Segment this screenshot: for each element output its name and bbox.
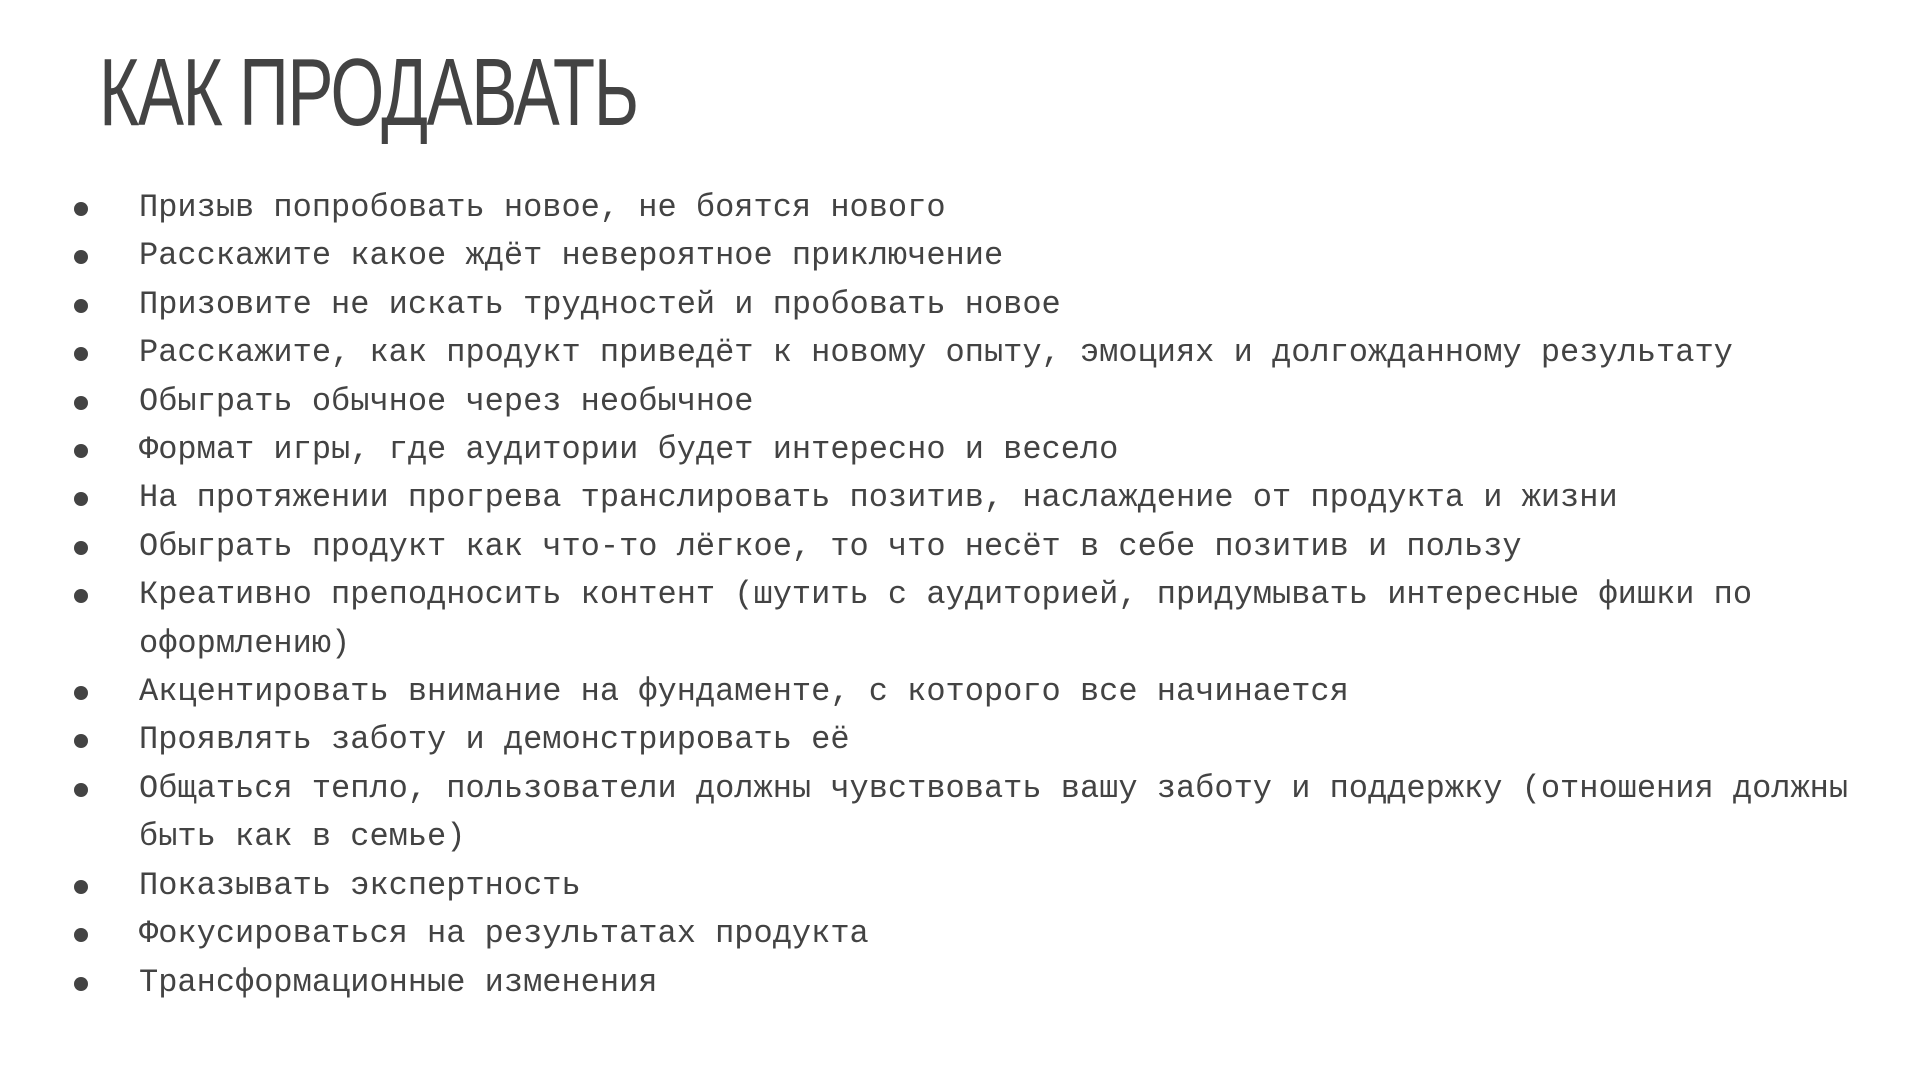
- bullet-dot-icon: [74, 977, 88, 991]
- list-item: [70, 329, 1880, 377]
- list-item: [70, 474, 1880, 522]
- bullet-dot-icon: [74, 492, 88, 506]
- bullet-dot-icon: [74, 299, 88, 313]
- bullet-dot-icon: [74, 347, 88, 361]
- slide-title: КАК ПРОДАВАТЬ: [99, 39, 638, 146]
- list-item-text: Призыв попробовать новое, не боятся нового: [139, 189, 946, 226]
- list-item-text: Расскажите какое ждёт невероятное приключение: [139, 237, 1004, 275]
- bullet-dot-icon: [74, 444, 88, 458]
- bullet-dot-icon: [74, 928, 88, 942]
- bullet-dot-icon: [74, 734, 88, 748]
- list-item: [70, 378, 1880, 426]
- bullet-dot-icon: [74, 880, 88, 894]
- bullet-dot-icon: [74, 686, 88, 700]
- list-item-text: Трансформационные изменения: [139, 963, 658, 1001]
- list-item: [70, 959, 1880, 1007]
- list-item-text: Призовите не искать трудностей и пробовать новое: [139, 285, 1061, 323]
- list-item-text: Креативно преподносить контент (шутить с аудиторией, придумывать интересные фишки по оформлению): [139, 576, 1753, 662]
- list-item-text: Показывать экспертность: [139, 866, 581, 904]
- bullet-dot-icon: [74, 250, 88, 264]
- bullet-list: [70, 184, 1880, 1007]
- bullet-dot-icon: [74, 589, 88, 603]
- list-item-text: Обыграть обычное через необычное: [139, 382, 754, 420]
- list-item-text: Акцентировать внимание на фундаменте, с которого все начинается: [139, 673, 1349, 711]
- list-item-text: Фокусироваться на результатах продукта: [139, 915, 869, 953]
- list-item: [70, 862, 1880, 910]
- list-item: [70, 523, 1880, 571]
- list-item-text: На протяжении прогрева транслировать позитив, наслаждение от продукта и жизни: [139, 479, 1618, 517]
- bullet-dot-icon: [74, 783, 88, 797]
- list-item-text: Формат игры, где аудитории будет интересно и весело: [139, 431, 1119, 469]
- list-item: [70, 716, 1880, 764]
- list-item-text: Общаться тепло, пользователи должны чувствовать вашу заботу и поддержку (отношения должны быть как в семье): [139, 769, 1849, 856]
- list-item: [70, 281, 1880, 329]
- list-item-text: Проявлять заботу и демонстрировать её: [139, 721, 850, 759]
- list-item-text: Обыграть продукт как что-то лёгкое, то что несёт в себе позитив и пользу: [139, 527, 1522, 565]
- list-item: [70, 184, 1880, 232]
- list-item: [70, 232, 1880, 280]
- bullet-dot-icon: [74, 541, 88, 555]
- list-item: [70, 668, 1880, 716]
- list-item: [70, 426, 1880, 474]
- list-item-text: Расскажите, как продукт приведёт к новому опыту, эмоциях и долгожданному результату: [139, 334, 1733, 372]
- bullet-dot-icon: [74, 396, 88, 410]
- list-item: [70, 571, 1880, 668]
- bullet-dot-icon: [74, 202, 88, 216]
- list-item: [70, 765, 1880, 862]
- list-item: [70, 910, 1880, 958]
